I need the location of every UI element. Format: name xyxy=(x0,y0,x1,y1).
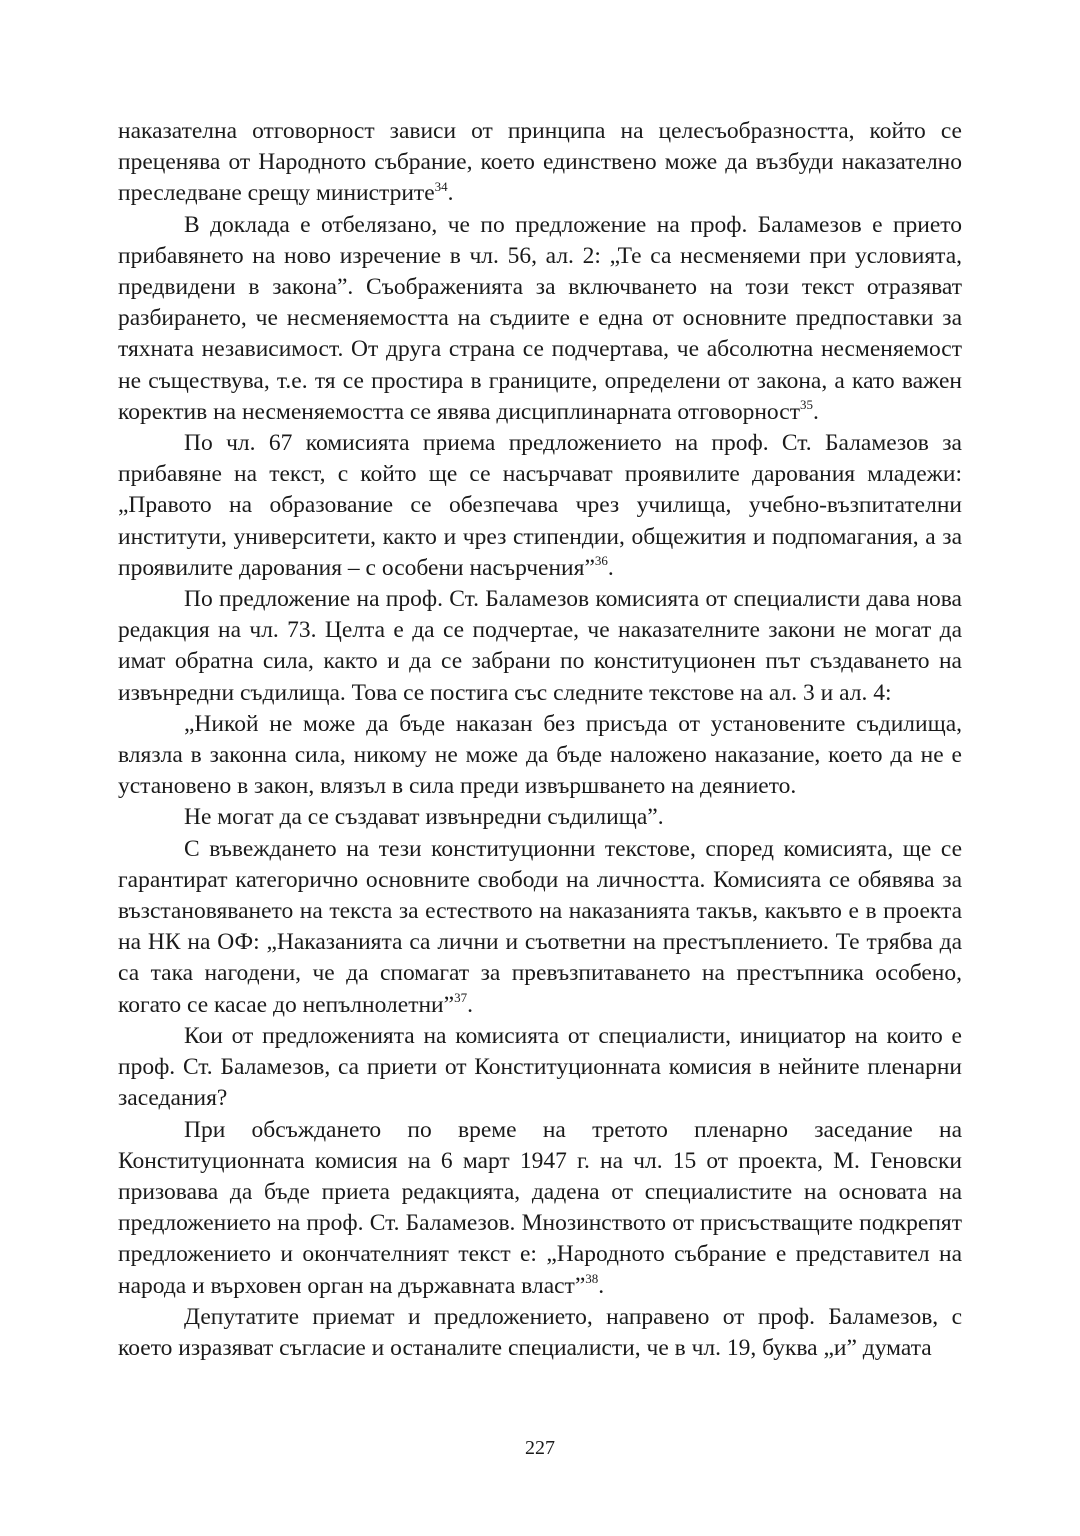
footnote-ref-37: 37 xyxy=(454,989,468,1005)
paragraph-10: Депутатите приемат и предложението, направено от проф. Баламезов, с което изразяват съгласие и останалите специалисти, че в чл. 19, буква „и” думата xyxy=(118,1303,962,1361)
paragraph-2: В доклада е отбелязано, че по предложение на проф. Баламезов е прието прибавянето на ново изречение в чл. 56, ал. 2: „Те са несменяеми при условията, предвидени в закона”. Съображенията за включването на този текст отразяват разбирането, че несменяемостта на съдиите е една от основните предпоставки за тяхната независимост. От друга страна се подчертава, че абсолютна несменяемост не съществува, т.е. тя се простира в границите, определени от закона, а като важен коректив на несменяемостта се явява дисциплинарната отговорност$^{35}$. xyxy=(118,211,962,425)
paragraph-6-quote: Не могат да се създават извънредни съдилища”. xyxy=(184,804,664,831)
page-number: 227 xyxy=(525,1437,555,1459)
paragraph-1: наказателна отговорност зависи от принципа на целесъобразността, който се преценява от Народното събрание, което единствено може да възбуди наказателно преследване срещу министрите$^{34}$. xyxy=(118,118,962,207)
paragraph-4: По предложение на проф. Ст. Баламезов комисията от специалисти дава нова редакция на чл. 73. Целта е да се подчертае, че наказателните закони не могат да имат обратна сила, както и да се забрани по конституционен път създаването на извънредни съдилища. Това се постига със следните текстове на ал. 3 и ал. 4: xyxy=(118,586,962,706)
footnote-ref-36: 36 xyxy=(594,553,608,569)
paragraph-7: С въвеждането на тези конституционни текстове, според комисията, ще се гарантират категорично основните свободи на личността. Комисията се обявява за възстановяването на текста за естеството на наказанията такъв, какъвто е в проекта на НК на ОФ: „Наказанията са лични и съответни на престъплението. Те трябва да са така нагодени, че да спомагат за превъзпитаването на престъпника особено, когато се касае до непълнолетни”$^{37}$. xyxy=(118,835,962,1018)
paragraph-5-quote: „Никой не може да бъде наказан без присъда от установените съдилища, влязла в законна сила, никому не може да бъде наложено наказание, което да не е установено в закон, влязъл в сила преди извършването на деянието. xyxy=(118,710,962,800)
body-text xyxy=(118,116,962,1364)
footnote-ref-35: 35 xyxy=(799,397,813,412)
footnote-ref-38: 38 xyxy=(585,1270,599,1286)
paragraph-8: Кои от предложенията на комисията от специалисти, инициатор на които е проф. Ст. Баламезов, са приети от Конституционната комисия в нейните пленарни заседания? xyxy=(118,1022,962,1112)
paragraph-3: По чл. 67 комисията приема предложението на проф. Ст. Баламезов за прибавяне на текст, с който ще се насърчават проявилите дарования младежи: „Правото на образование се обезпечава чрез училища, учебно-възпитателни институти, университети, както и чрез стипендии, общежития и подпомагания, а за проявилите дарования – с особени насърчения”$^{36}$. xyxy=(118,430,962,581)
footnote-ref-34: 34 xyxy=(434,178,448,194)
paragraph-9: При обсъждането по време на третото пленарно заседание на Конституционната комисия на 6 март 1947 г. на чл. 15 от проекта, М. Геновски призовава да бъде приета редакцията, дадена от специалистите на основата на предложението на проф. Ст. Баламезов. Мнозинството от присъстващите подкрепят предложението и окончателният текст е: „Народното събрание е представител на народа и върховен орган на държавната власт”$^{38}$. xyxy=(118,1116,962,1299)
